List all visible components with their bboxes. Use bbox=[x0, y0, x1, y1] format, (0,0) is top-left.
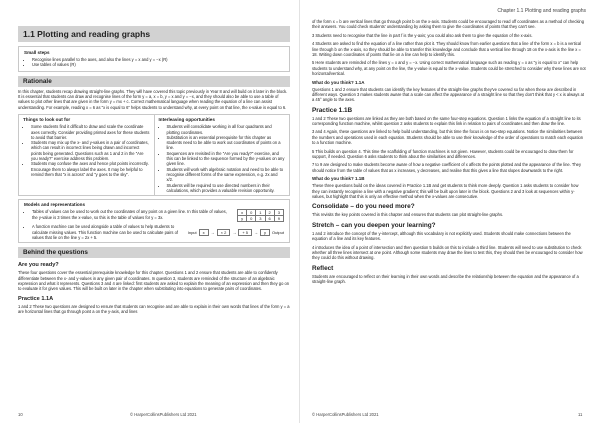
wdyt-b-heading: What do you think? 1.1B bbox=[312, 176, 365, 182]
table-cell: 3 bbox=[256, 216, 265, 222]
arrow-icon: → bbox=[210, 229, 215, 235]
paragraph: 4 introduces the idea of a point of intersection and then question 5 builds on this to include a third line. Students will need to use substitution to check whether all three lines intersect at one point. Although some students may draw the lines to test this, they should then be encouraged to consider how they could do this without drawing. bbox=[312, 244, 583, 261]
table-cell: x bbox=[238, 210, 247, 216]
paragraph: 5 Here students are reminded of the lines y = x and y = −x. Using correct mathematical language such as reading y = x as "y is equal to x" can help students to understand why, at any point on the line, the y-value is equal to the x-value. Students could be stretched to consider why these lines are not horizontal/vertical. bbox=[312, 60, 586, 77]
ready-text: These four questions cover the essential prerequisite knowledge for this chapter. Questions 1 and 2 ensure that students are able to confidently differentiate between the x- and y-values in any given pair of coordinates. In question 3, students are reminded of the structure of an algebraic expression and what it represents. Questions 3 and 4 are linked: first students are asked to explain the meaning of an expression and then they go on to evaluate it for given values. This will be built on later in the chapter when substituting into equations to generate pairs of coordinates. bbox=[18, 270, 290, 292]
arrow-icon: → bbox=[253, 229, 258, 235]
lookout-heading: Things to look out for bbox=[23, 117, 71, 123]
arrow-icon: → bbox=[232, 229, 237, 235]
rationale-heading: Rationale bbox=[18, 76, 290, 87]
lookout-interleaving-box bbox=[18, 114, 290, 196]
table-cell: 0 bbox=[247, 216, 256, 222]
paragraph: of the form x = b are vertical lines that go through point b on the x-axis. Students could be encouraged to read off coordinates as a method of checking their answers. You could check students' understanding by asking them to give the coordinates of points that they can't see. bbox=[312, 19, 584, 30]
paragraph: 1 and 2 introduce the concept of the y-intercept, although this vocabulary is not explicitly used. Students should make connections between the equation of a line and its key features. bbox=[312, 230, 571, 242]
chapter-header: Chapter 1.1 Plotting and reading graphs bbox=[497, 8, 586, 14]
copyright-right: © HarperCollinsPublishers Ltd 2021 bbox=[312, 412, 379, 417]
table-cell: 9 bbox=[274, 216, 283, 222]
right-page bbox=[300, 0, 600, 423]
table-cell: 3 bbox=[274, 210, 283, 216]
copyright-left: © HarperCollinsPublishers Ltd 2021 bbox=[130, 412, 197, 417]
paragraph: 3 and 4 Again, these questions are linked to help build understanding, but this time the focus is on two-step equations. Notice the similarities between the numbers and operations used in each equation. Students should be able to use their knowledge of the order of operations to match each equation to a function machine. bbox=[312, 129, 584, 146]
small-steps-box bbox=[18, 46, 290, 72]
ready-heading: Are you ready? bbox=[18, 262, 59, 269]
paragraph: 3 Students need to recognise that the line in part f is the y-axis; you could also ask them to give the equation of the x-axis. bbox=[312, 32, 533, 38]
lookout-column bbox=[19, 115, 154, 195]
small-step-item: • Use tables of values (R) bbox=[32, 62, 284, 67]
rationale-text: In this chapter, students recap drawing straight-line graphs. They will have covered this topic previously in Year 8 and will build on it later in the block. It is essential that students can draw and recognise lines of the form y = a, x = b, y = x and y = −x, and they should also be able to use a table of values to plot other lines that are given in the form y = mx + c. Correct mathematical language when reading the equation of a line can assist understanding. For example, reading x = 6 as "x is equal to 6" helps students to understand why, at every point on that line, the x-value is equal to 6. bbox=[18, 88, 288, 110]
lookout-item: • Students may mix up the x- and y-values in a pair of coordinates, which can result in incorrect lines being drawn and incorrect points being generated. Questions such as 1 and 2 in the "Are you ready?" exercise address this problem. bbox=[31, 140, 150, 161]
small-steps-heading: Small steps bbox=[24, 50, 50, 55]
interleaving-item: • Sequences are revisited in the "Are you ready?" exercise, and this can be linked to the sequence formed by the y-values on any given line. bbox=[167, 151, 286, 167]
table-cell: 2 bbox=[265, 210, 274, 216]
paragraph: 5 This builds on question 4. This time the scaffolding of function machines is not given. However, students could be encouraged to draw them for support, if needed. Question 6 asks students to think about the similarities and differences. bbox=[312, 148, 574, 160]
table-cell: y bbox=[238, 216, 247, 222]
function-machine bbox=[188, 224, 284, 240]
models-box bbox=[18, 199, 290, 243]
fm-box: × 2 bbox=[217, 229, 231, 236]
consolidate-text: This revisits the key points covered in this chapter and ensures that students can plot straight-line graphs. bbox=[312, 212, 504, 218]
interleaving-heading: Interleaving opportunities bbox=[158, 117, 215, 123]
models-item: • A function machine can be used alongside a table of values to help students to calculate missing values. This function machine can be used to calculate pairs of values that lie on the line y = 2x + 5. bbox=[32, 224, 182, 240]
consolidate-heading: Consolidate – do you need more? bbox=[312, 203, 415, 211]
wdyt-b-text: These three questions build on the ideas covered in Practice 1.1B and get students to think more deeply. Question 1 asks students to consider how they can instantly recognise a line with a negative gradient; this will be built upon later in the block. Questions 2 and 3 look at sequences within y-values, but highlight that this is only an effective method when the x-values are consecutive. bbox=[312, 183, 579, 199]
paragraph: 7 to 9 are designed to make students become aware of how a negative coefficient of x affects the points plotted and the appearance of the line. They should notice from the table of values that as x increases, y decreases, and realise that this gives a line that slopes downwards to the right. bbox=[312, 162, 581, 173]
table-of-values bbox=[237, 209, 284, 222]
paragraph: 4 Students are asked to find the equation of a line rather than plot it. They should know from earlier questions that a line of the form x = b is a vertical line through b on the x-axis, so they should be able to transfer this knowledge and conclude that a vertical line through 18 on the x-axis is the line x = 18. Writing down coordinates of points that lie on a line can help to identify this. bbox=[312, 41, 582, 57]
table-cell: 1 bbox=[256, 210, 265, 216]
reflect-text: Students are encouraged to reflect on their learning in their own words and describe the relationship between the equation and the appearance of a straight-line graph. bbox=[312, 273, 579, 285]
fm-box: + 5 bbox=[238, 229, 252, 236]
fm-box: y bbox=[260, 229, 270, 236]
wdyt-a-heading: What do you think? 1.1A bbox=[312, 79, 365, 85]
reflect-heading: Reflect bbox=[312, 264, 334, 272]
models-item: • Tables of values can be used to work out the coordinates of any point on a given line. In this table of values, the y-value is 3 times the x-value, so this is the table of values for y = 3x. bbox=[32, 209, 231, 220]
wdyt-a-text: Questions 1 and 2 ensure that students can identify the key features of the straight-line graphs they've covered so far when these are described in different ways. Question 3 makes students aware that a scale can affect the appearance of a straight line so that they don't think that y < x is always at a 45° angle to the axes. bbox=[312, 86, 584, 103]
fm-input-label: Input bbox=[187, 229, 197, 235]
paragraph: 1 and 2 These two questions are linked as they are both based on the same four-step equations. Question 1 links the equation of a straight line to its corresponding function machine, whilst question 2 asks students to explain this link in relation to pairs of coordinates and then draw the line. bbox=[312, 115, 581, 127]
page-title: 1.1 Plotting and reading graphs bbox=[18, 26, 290, 42]
practice-a-heading: Practice 1.1A bbox=[18, 295, 54, 302]
fm-output-label: Output bbox=[271, 229, 284, 235]
lookout-item: • Students may confuse the axes and hence plot points incorrectly. Encourage them to always label the axes. It may be helpful to remind them that "x is across" and "y goes to the sky". bbox=[31, 161, 150, 177]
page-number-left: 10 bbox=[18, 412, 23, 417]
interleaving-item: • Students will consolidate working in all four quadrants and plotting coordinates. bbox=[167, 124, 286, 135]
small-step-item: • Recognise lines parallel to the axes, and also the lines y = x and y = −x (R) bbox=[32, 57, 284, 62]
lookout-item: • Some students find it difficult to draw and scale the coordinate axes correctly. Consider providing printed axes for these students to avoid that barrier. bbox=[31, 124, 150, 140]
practice-b-heading: Practice 1.1B bbox=[312, 106, 353, 114]
interleaving-item: • Students will be required to use directed numbers in their calculations, which provides a valuable revision opportunity. bbox=[167, 183, 286, 194]
table-cell: 6 bbox=[265, 216, 274, 222]
interleaving-column bbox=[154, 115, 290, 195]
table-cell: 0 bbox=[247, 210, 256, 216]
fm-box: x bbox=[199, 229, 209, 236]
practice-a-text: 1 and 2 These two questions are designed to ensure that students can recognise and are able to explain in their own words that lines of the form y = a are horizontal lines that go through point a on the y-axis, and lines bbox=[18, 303, 290, 315]
interleaving-item: • Students will work with algebraic notation and need to be able to recognise different forms of the same expression, e.g. 2x and x/2. bbox=[167, 167, 286, 183]
behind-questions-heading: Behind the questions bbox=[18, 247, 290, 258]
interleaving-item: • Substitution is an essential prerequisite for this chapter as students need to be able to work out coordinates of points on a line. bbox=[167, 135, 286, 151]
models-heading: Models and representations bbox=[24, 202, 86, 208]
stretch-heading: Stretch – can you deepen your learning? bbox=[312, 221, 436, 229]
page-number-right: 11 bbox=[578, 412, 583, 417]
